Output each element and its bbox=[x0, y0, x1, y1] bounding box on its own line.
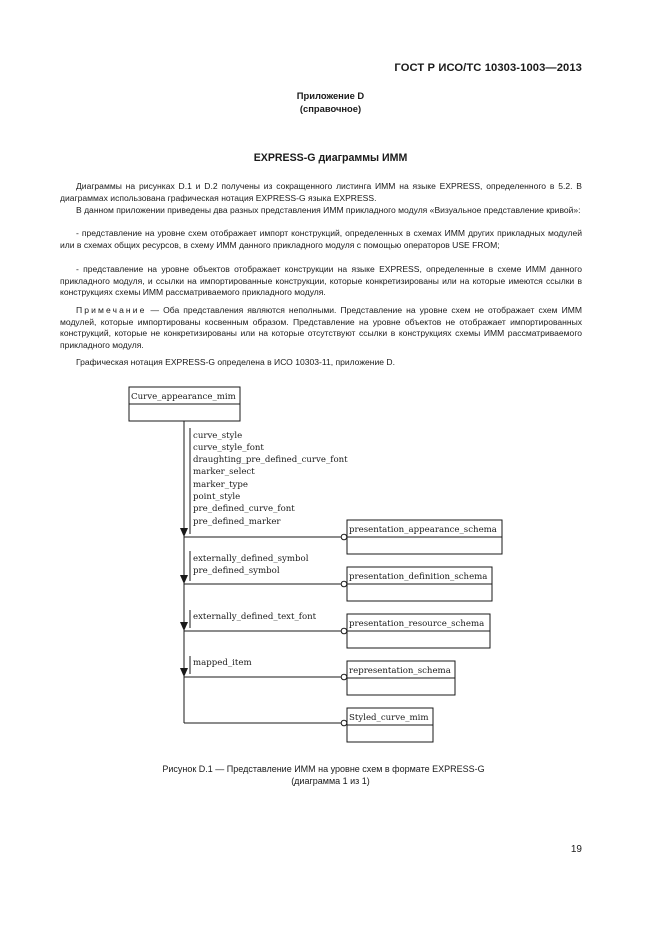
section-title: EXPRESS-G диаграммы ИММ bbox=[253, 152, 408, 164]
item-pre-defined-symbol: pre_defined_symbol bbox=[193, 566, 280, 576]
figure-caption-line-1: Рисунок D.1 — Представление ИММ на уровне схем в формате EXPRESS-G bbox=[162, 764, 485, 774]
annex-subtitle: (справочное) bbox=[299, 102, 362, 114]
relation-circle-icon bbox=[341, 674, 347, 680]
body-paragraph-4: - представление на уровне объектов отображает конструкции на языке EXPRESS, определенные в схеме ИММ данного прикладного модуля, и ссылки на импортированные конструкции, которые конкретизированы или на которые имеются ссылки в конструкциях схемы ИММ рассматриваемого прикладного модуля. bbox=[60, 264, 582, 297]
arrowhead-icon bbox=[180, 528, 188, 537]
arrowhead-icon bbox=[180, 575, 188, 584]
source-schema-label: Curve_appearance_mim bbox=[131, 392, 236, 402]
figure-caption bbox=[0, 763, 661, 787]
item-marker-type: marker_type bbox=[193, 480, 248, 490]
note-paragraph: Примечание — Оба представления являются неполными. Представление на уровне схем не отображает схем ИММ модулей, которые импортированы косвенным образом. Представление на уровне объектов не отображает импортированных конструкций, которые не конкретизированы или на которые отсутствуют ссылки в конструкциях схемы ИММ рассматриваемого прикладного модуля. bbox=[60, 305, 582, 350]
import-group-3 bbox=[180, 610, 490, 648]
item-pre-defined-marker: pre_defined_marker bbox=[193, 517, 281, 527]
item-externally-defined-symbol: externally_defined_symbol bbox=[193, 554, 309, 564]
import-group-2 bbox=[180, 551, 492, 601]
item-mapped-item: mapped_item bbox=[193, 658, 252, 668]
figure-caption-line-2: (диаграмма 1 из 1) bbox=[291, 776, 370, 786]
relation-circle-icon bbox=[341, 534, 347, 540]
target-presentation-resource-schema: presentation_resource_schema bbox=[349, 619, 485, 629]
document-header: ГОСТ Р ИСО/ТС 10303-1003—2013 bbox=[394, 62, 582, 74]
body-paragraph-5: Графическая нотация EXPRESS-G определена в ИСО 10303-11, приложение D. bbox=[76, 357, 395, 367]
body-paragraph-2: В данном приложении приведены два разных представления ИММ прикладного модуля «Визуальное представление кривой»: bbox=[76, 205, 581, 215]
target-presentation-definition-schema: presentation_definition_schema bbox=[349, 572, 488, 582]
relation-circle-icon bbox=[341, 628, 347, 634]
relation-circle-icon bbox=[341, 720, 347, 726]
import-group-1 bbox=[180, 428, 502, 554]
arrowhead-icon bbox=[180, 668, 188, 677]
target-representation-schema: representation_schema bbox=[349, 666, 451, 676]
target-presentation-appearance-schema: presentation_appearance_schema bbox=[349, 525, 497, 535]
source-schema-box bbox=[129, 387, 240, 421]
import-group-4 bbox=[180, 656, 455, 695]
target-styled-curve-mim: Styled_curve_mim bbox=[349, 713, 429, 723]
body-paragraph-1: Диаграммы на рисунках D.1 и D.2 получены из сокращенного листинга ИММ на языке EXPRESS, определенного в 5.2. В диаграммах использована графическая нотация EXPRESS-G языка EXPRESS. bbox=[60, 181, 582, 203]
annex-title: Приложение D bbox=[296, 90, 365, 101]
arrowhead-icon bbox=[180, 622, 188, 631]
item-externally-defined-text-font: externally_defined_text_font bbox=[193, 612, 317, 622]
page-number: 19 bbox=[570, 844, 582, 855]
item-draughting-pre-defined-curve-font: draughting_pre_defined_curve_font bbox=[193, 455, 348, 465]
note-label: Примечание bbox=[76, 305, 147, 315]
item-point-style: point_style bbox=[193, 492, 241, 502]
relation-circle-icon bbox=[341, 581, 347, 587]
import-group-5 bbox=[184, 708, 433, 742]
item-curve-style-font: curve_style_font bbox=[193, 443, 264, 453]
item-marker-select: marker_select bbox=[193, 467, 255, 477]
item-curve-style: curve_style bbox=[193, 431, 243, 441]
body-paragraph-3: - представление на уровне схем отображает импорт конструкций, определенных в схемах ИММ других прикладных модулей или в схемах общих ресурсов, в схему ИММ данного прикладного модуля с помощью операторов USE FROM; bbox=[60, 228, 582, 250]
item-pre-defined-curve-font: pre_defined_curve_font bbox=[193, 504, 295, 514]
